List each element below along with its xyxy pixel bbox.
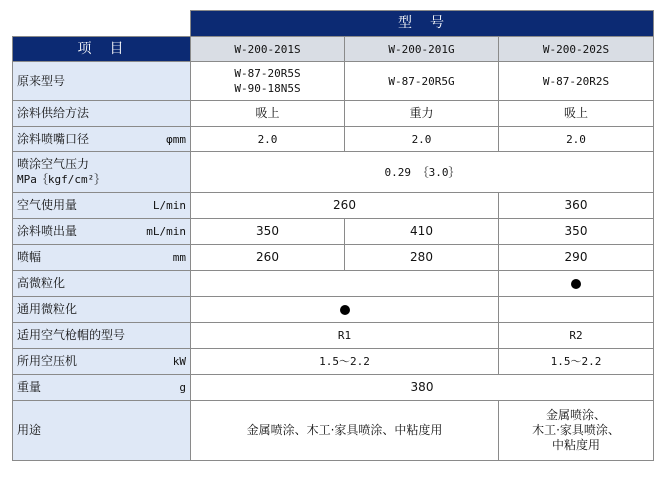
bullet-dot-icon: [340, 305, 350, 315]
table-row: [13, 152, 654, 193]
label-unit: mL/min: [146, 225, 186, 238]
cell-value: 重力: [345, 101, 499, 127]
table-row: [13, 375, 654, 401]
table-row: [13, 219, 654, 245]
row-label: 高微粒化: [13, 271, 191, 297]
model-col-2: W-200-201G: [345, 37, 499, 62]
cell-value: 1.5～2.2: [499, 349, 654, 375]
cell-value: [191, 62, 345, 101]
row-label: [13, 245, 191, 271]
cell-value: [499, 401, 654, 461]
row-label: [13, 152, 191, 193]
cell-line: 金属喷涂、: [546, 408, 607, 422]
cell-value: 0.29 ｛3.0｝: [191, 152, 654, 193]
label-unit: g: [179, 381, 186, 394]
label-text: 所用空压机: [17, 354, 78, 368]
cell-value: 吸上: [191, 101, 345, 127]
row-label: 通用微粒化: [13, 297, 191, 323]
bullet-dot-icon: [571, 279, 581, 289]
cell-value: R1: [191, 323, 499, 349]
cell-value: 280: [345, 245, 499, 271]
cell-value: 2.0: [499, 127, 654, 152]
table-row: [13, 245, 654, 271]
cell-line: 中粘度用: [552, 438, 601, 452]
cell-empty: [499, 297, 654, 323]
cell-value: 2.0: [345, 127, 499, 152]
label-text: 喷涂空气压力: [17, 157, 90, 171]
cell-value: 360: [499, 193, 654, 219]
table-row: [13, 323, 654, 349]
cell-value: 1.5～2.2: [191, 349, 499, 375]
corner-blank: [13, 11, 191, 37]
table-row: [13, 62, 654, 101]
model-group-header: 型 号: [191, 11, 654, 37]
cell-value: 2.0: [191, 127, 345, 152]
row-label: 适用空气枪帽的型号: [13, 323, 191, 349]
cell-line: W-87-20R5S: [234, 67, 301, 80]
cell-value: R2: [499, 323, 654, 349]
label-unit: MPa｛kgf/cm²｝: [17, 173, 106, 186]
label-text: 喷幅: [17, 250, 42, 264]
cell-value: 260: [191, 193, 499, 219]
row-label: [13, 349, 191, 375]
cell-value: 410: [345, 219, 499, 245]
spec-table: [12, 10, 654, 461]
label-text: 涂料喷嘴口径: [17, 131, 90, 146]
cell-line: W-90-18N5S: [234, 82, 301, 95]
row-label: [13, 193, 191, 219]
model-col-3: W-200-202S: [499, 37, 654, 62]
label-unit: L/min: [152, 199, 186, 212]
table-row: [13, 349, 654, 375]
row-label: 用途: [13, 401, 191, 461]
cell-value: 350: [191, 219, 345, 245]
cell-empty: [191, 271, 499, 297]
label-unit: φmm: [166, 132, 186, 146]
label-text: 重量: [17, 380, 42, 394]
label-unit: kW: [172, 355, 186, 368]
item-header: 项 目: [13, 37, 191, 62]
label-text: 空气使用量: [17, 198, 78, 212]
row-label: [13, 127, 191, 152]
row-label: [13, 219, 191, 245]
cell-value: 260: [191, 245, 345, 271]
cell-value: 金属喷涂、木工·家具喷涂、中粘度用: [191, 401, 499, 461]
label-text: 涂料喷出量: [17, 224, 78, 238]
cell-value: 吸上: [499, 101, 654, 127]
cell-value: 380: [191, 375, 654, 401]
row-label: [13, 375, 191, 401]
table-row: [13, 401, 654, 461]
cell-value: 290: [499, 245, 654, 271]
cell-value: 350: [499, 219, 654, 245]
table-row: [13, 271, 654, 297]
row-label: 原来型号: [13, 62, 191, 101]
table-row: [13, 127, 654, 152]
cell-value: [191, 297, 499, 323]
table-row: [13, 193, 654, 219]
cell-value: W-87-20R5G: [345, 62, 499, 101]
row-label: 涂料供给方法: [13, 101, 191, 127]
table-row: [13, 101, 654, 127]
table-row: [13, 297, 654, 323]
cell-value: [499, 271, 654, 297]
cell-value: W-87-20R2S: [499, 62, 654, 101]
cell-line: 木工·家具喷涂、: [532, 423, 620, 437]
label-unit: mm: [172, 251, 186, 264]
model-col-1: W-200-201S: [191, 37, 345, 62]
